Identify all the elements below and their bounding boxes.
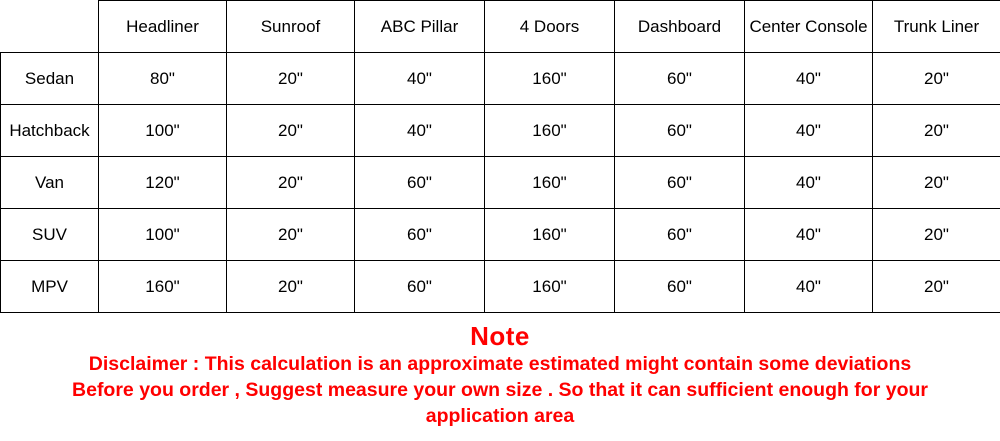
- row-label-van: Van: [1, 157, 99, 209]
- cell-mpv-center-console: 40": [745, 261, 873, 313]
- cell-hatchback-center-console: 40": [745, 105, 873, 157]
- cell-van-sunroof: 20": [227, 157, 355, 209]
- row-label-hatchback: Hatchback: [1, 105, 99, 157]
- cell-hatchback-abc-pillar: 40": [355, 105, 485, 157]
- cell-van-dashboard: 60": [615, 157, 745, 209]
- table-row: [1, 209, 1000, 261]
- table-row: [1, 261, 1000, 313]
- cell-suv-dashboard: 60": [615, 209, 745, 261]
- cell-suv-trunk-liner: 20": [873, 209, 1000, 261]
- cell-sedan-4-doors: 160": [485, 53, 615, 105]
- column-header-sunroof: Sunroof: [227, 1, 355, 53]
- cell-mpv-4-doors: 160": [485, 261, 615, 313]
- note-title: Note: [470, 321, 530, 351]
- cell-mpv-trunk-liner: 20": [873, 261, 1000, 313]
- cell-mpv-headliner: 160": [99, 261, 227, 313]
- note-block: [0, 313, 1000, 429]
- cell-hatchback-headliner: 100": [99, 105, 227, 157]
- column-header-center-console: Center Console: [745, 1, 873, 53]
- table-row: [1, 157, 1000, 209]
- cell-suv-sunroof: 20": [227, 209, 355, 261]
- note-line-3: application area: [425, 405, 575, 427]
- cell-suv-4-doors: 160": [485, 209, 615, 261]
- table-row: [1, 53, 1000, 105]
- cell-sedan-sunroof: 20": [227, 53, 355, 105]
- cell-van-headliner: 120": [99, 157, 227, 209]
- cell-sedan-trunk-liner: 20": [873, 53, 1000, 105]
- cell-van-4-doors: 160": [485, 157, 615, 209]
- cell-mpv-abc-pillar: 60": [355, 261, 485, 313]
- cell-sedan-headliner: 80": [99, 53, 227, 105]
- cell-suv-headliner: 100": [99, 209, 227, 261]
- cell-mpv-dashboard: 60": [615, 261, 745, 313]
- cell-van-abc-pillar: 60": [355, 157, 485, 209]
- row-label-mpv: MPV: [1, 261, 99, 313]
- column-header-trunk-liner: Trunk Liner: [873, 1, 1000, 53]
- column-header-abc-pillar: ABC Pillar: [355, 1, 485, 53]
- row-label-suv: SUV: [1, 209, 99, 261]
- table-row: [1, 105, 1000, 157]
- column-header-dashboard: Dashboard: [615, 1, 745, 53]
- column-header-headliner: Headliner: [99, 1, 227, 53]
- cell-hatchback-sunroof: 20": [227, 105, 355, 157]
- note-line-1: Disclaimer : This calculation is an approximate estimated might contain some deviations: [88, 353, 912, 375]
- cell-sedan-abc-pillar: 40": [355, 53, 485, 105]
- cell-van-trunk-liner: 20": [873, 157, 1000, 209]
- table-header-row: [1, 1, 1000, 53]
- column-header-4-doors: 4 Doors: [485, 1, 615, 53]
- cell-sedan-dashboard: 60": [615, 53, 745, 105]
- table-corner-cell: [1, 1, 99, 53]
- cell-hatchback-dashboard: 60": [615, 105, 745, 157]
- cell-suv-center-console: 40": [745, 209, 873, 261]
- cell-hatchback-4-doors: 160": [485, 105, 615, 157]
- cell-suv-abc-pillar: 60": [355, 209, 485, 261]
- cell-sedan-center-console: 40": [745, 53, 873, 105]
- row-label-sedan: Sedan: [1, 53, 99, 105]
- note-line-2: Before you order , Suggest measure your own size . So that it can sufficient enough for your: [72, 379, 928, 401]
- cell-mpv-sunroof: 20": [227, 261, 355, 313]
- cell-van-center-console: 40": [745, 157, 873, 209]
- cell-hatchback-trunk-liner: 20": [873, 105, 1000, 157]
